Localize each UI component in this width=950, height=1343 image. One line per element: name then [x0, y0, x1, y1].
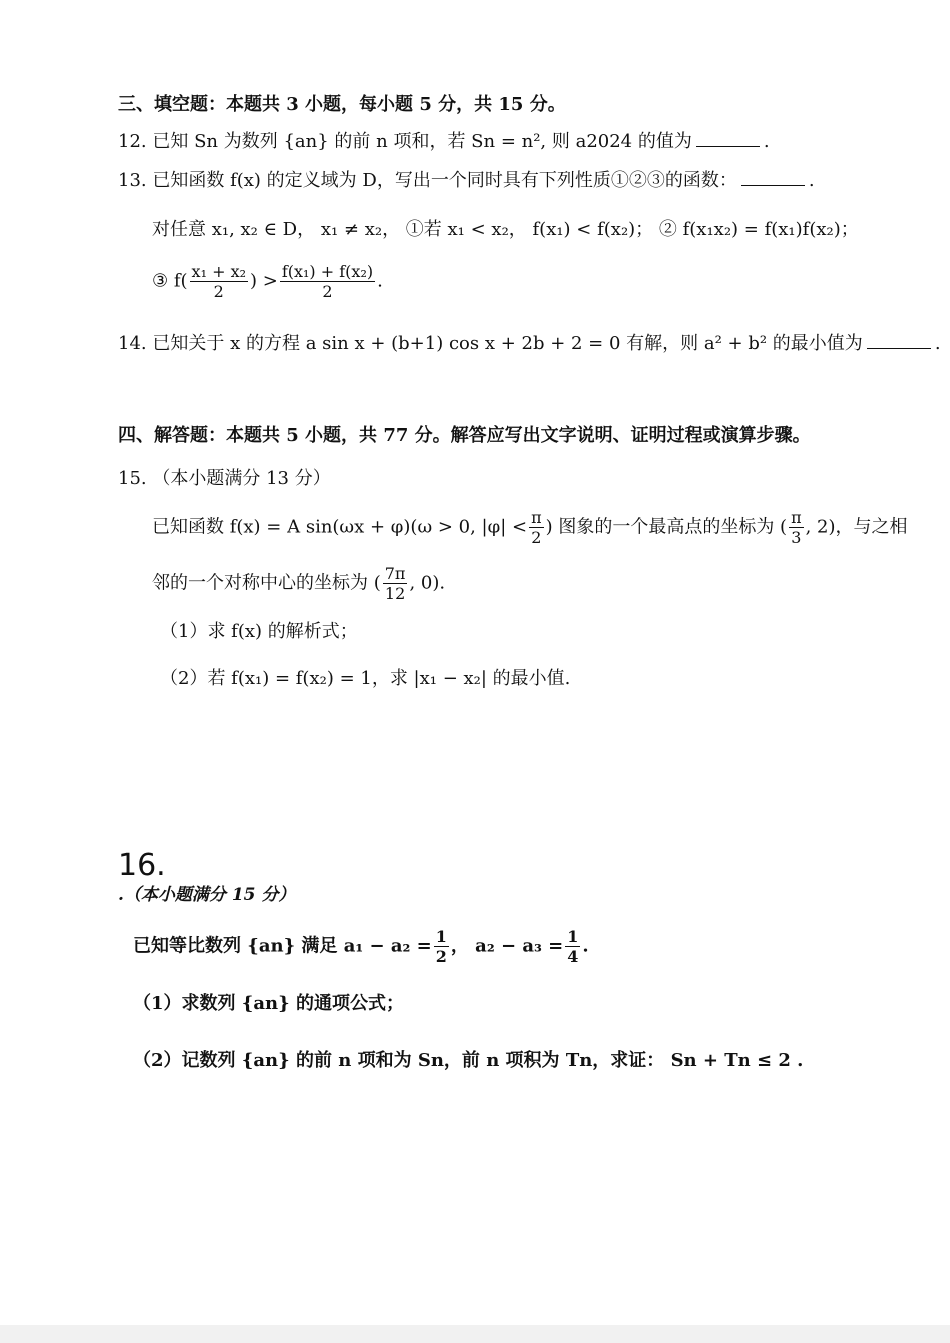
q16-frac-1-4-den: 4 [567, 947, 579, 967]
q15-part2: （2）若 f(x₁) = f(x₂) = 1，求 |x₁ − x₂| 的最小值. [160, 668, 571, 689]
q15-frac-pi-3-den: 3 [791, 528, 802, 548]
q16-part1: （1）求数列 {an} 的通项公式； [133, 993, 404, 1014]
q12 [118, 131, 770, 153]
q15-frac-pi-2-num: π [531, 508, 542, 527]
q16-part2: （2）记数列 {an} 的前 n 项和为 Sn，前 n 项积为 Tn，求证： Sn + Tn ≤ 2 . [133, 1050, 804, 1071]
q13-answer-blank [741, 185, 805, 186]
q15-frac-pi-2-den: 2 [531, 528, 542, 548]
q15-frac-pi-3-num: π [791, 508, 802, 527]
q15-stem2-a: 邻的一个对称中心的坐标为 ( [152, 572, 381, 594]
q15-part1: （1）求 f(x) 的解析式； [160, 621, 358, 642]
q14-number: 14. [118, 333, 147, 354]
q15-stem-c: , 2)，与之相 [805, 516, 908, 538]
q15-stem-b: ) 图象的一个最高点的坐标为 ( [545, 516, 788, 538]
q15-stem-line1 [152, 508, 908, 547]
q13-c3-end: . [377, 270, 383, 292]
q15-stem-line2 [152, 564, 445, 603]
q14 [118, 333, 941, 355]
q15-stem-a: 已知函数 f(x) = A sin(ωx + φ)(ω > 0, |φ| < [152, 516, 528, 538]
q12-end: . [763, 131, 770, 152]
q13 [118, 170, 815, 192]
q13-c3-frac2-num: f(x₁) + f(x₂) [281, 262, 374, 281]
q13-c3-prefix: ③ f( [152, 270, 188, 292]
q15-frac-pi-2 [529, 508, 544, 547]
q13-c3-mid: ) > [250, 270, 278, 292]
q12-answer-blank [696, 146, 760, 147]
q14-answer-blank [867, 348, 931, 349]
q12-text: 已知 Sn 为数列 {an} 的前 n 项和，若 Sn = n², 则 a2024 的值为 [152, 131, 692, 152]
q13-c3-frac2-den: 2 [322, 282, 333, 302]
q13-condition3 [152, 262, 383, 301]
q16-frac-1-2-den: 2 [435, 947, 447, 967]
q16-stem-b: ， a₂ − a₃ = [450, 935, 564, 957]
q15-frac-7pi-12 [383, 564, 408, 603]
q16-frac-1-4-num: 1 [567, 927, 579, 946]
q13-text: 已知函数 f(x) 的定义域为 D，写出一个同时具有下列性质①②③的函数： [152, 170, 737, 191]
q16-stem [133, 927, 589, 966]
q16-frac-1-2 [434, 927, 449, 966]
bottom-scan-band [0, 1325, 950, 1343]
q15-frac-7pi-12-num: 7π [384, 564, 406, 583]
q15-heading [118, 468, 331, 490]
q15-frac-pi-3 [789, 508, 804, 547]
q13-c3-frac2 [280, 262, 375, 301]
q12-number: 12. [118, 131, 147, 152]
section3-header: 三、填空题：本题共 3 小题，每小题 5 分，共 15 分。 [118, 94, 566, 115]
q16-score: .（本小题满分 15 分） [118, 885, 296, 905]
q15-frac-7pi-12-den: 12 [384, 584, 406, 604]
q13-conditions: 对任意 x₁, x₂ ∈ D， x₁ ≠ x₂， ①若 x₁ < x₂， f(x₁) < f(x₂)； ② f(x₁x₂) = f(x₁)f(x₂)； [152, 219, 859, 240]
q13-number: 13. [118, 170, 147, 191]
q16-frac-1-2-num: 1 [435, 927, 447, 946]
q14-text: 已知关于 x 的方程 a sin x + (b+1) cos x + 2b + 2 = 0 有解，则 a² + b² 的最小值为 [152, 333, 863, 354]
q15-stem2-b: , 0). [409, 572, 446, 594]
q13-end: . [808, 170, 815, 191]
q16-number: 16. [118, 848, 166, 883]
q14-end: . [934, 333, 941, 354]
q16-frac-1-4 [565, 927, 580, 966]
q15-score: （本小题满分 13 分） [152, 468, 331, 489]
q16-stem-a: 已知等比数列 {an} 满足 a₁ − a₂ = [133, 935, 432, 957]
q13-c3-frac1-num: x₁ + x₂ [191, 262, 246, 281]
q15-number: 15. [118, 468, 147, 489]
section4-header: 四、解答题：本题共 5 小题，共 77 分。解答应写出文字说明、证明过程或演算步骤。 [118, 425, 811, 446]
q13-c3-frac1 [190, 262, 248, 301]
q16-stem-c: . [582, 935, 589, 957]
q13-c3-frac1-den: 2 [213, 282, 224, 302]
